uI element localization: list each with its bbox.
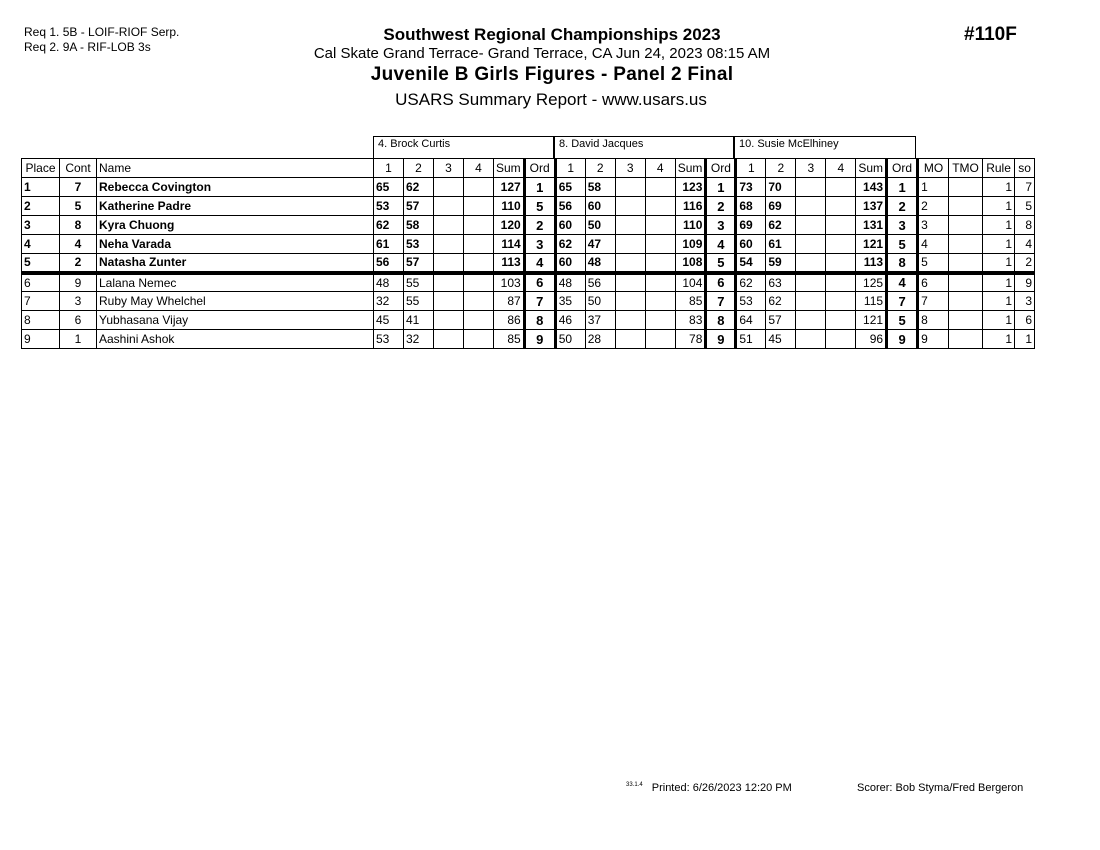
sum-cell: 131	[856, 216, 887, 235]
rule-cell: 1	[983, 254, 1015, 273]
score-cell	[645, 254, 675, 273]
score-cell	[826, 235, 856, 254]
judge-header-1: 4. Brock Curtis	[373, 136, 554, 158]
column-header-22: TMO	[949, 159, 983, 178]
score-cell: 65	[555, 178, 585, 197]
so-cell: 8	[1015, 216, 1035, 235]
ordinal-cell: 8	[706, 311, 736, 330]
score-cell: 50	[585, 216, 615, 235]
column-header-4: 2	[404, 159, 434, 178]
skater-name: Ruby May Whelchel	[97, 292, 374, 311]
score-cell: 56	[374, 254, 404, 273]
score-cell: 41	[404, 311, 434, 330]
ordinal-cell: 7	[887, 292, 918, 311]
so-cell: 1	[1015, 330, 1035, 349]
mo-cell: 3	[918, 216, 949, 235]
column-header-10: 2	[585, 159, 615, 178]
score-cell	[434, 330, 464, 349]
place-cell: 8	[22, 311, 60, 330]
print-info	[626, 782, 792, 794]
column-header-5: 3	[434, 159, 464, 178]
skater-name: Natasha Zunter	[97, 254, 374, 273]
cont-cell: 5	[60, 197, 97, 216]
so-cell: 4	[1015, 235, 1035, 254]
column-header-16: 2	[766, 159, 796, 178]
score-cell	[615, 235, 645, 254]
sum-cell: 116	[675, 197, 706, 216]
sum-cell: 121	[856, 235, 887, 254]
column-header-2: Name	[97, 159, 374, 178]
score-cell: 61	[374, 235, 404, 254]
ordinal-cell: 1	[706, 178, 736, 197]
score-cell: 69	[766, 197, 796, 216]
score-cell	[434, 292, 464, 311]
score-cell	[434, 273, 464, 292]
cont-cell: 3	[60, 292, 97, 311]
sum-cell: 103	[494, 273, 525, 292]
ordinal-cell: 8	[887, 254, 918, 273]
ordinal-cell: 5	[887, 311, 918, 330]
place-cell: 9	[22, 330, 60, 349]
score-cell: 53	[736, 292, 766, 311]
cont-cell: 4	[60, 235, 97, 254]
score-cell: 57	[766, 311, 796, 330]
sum-cell: 83	[675, 311, 706, 330]
score-cell: 58	[404, 216, 434, 235]
score-cell	[645, 216, 675, 235]
score-cell: 50	[585, 292, 615, 311]
score-cell: 61	[766, 235, 796, 254]
cont-cell: 8	[60, 216, 97, 235]
score-cell	[826, 311, 856, 330]
requirements	[24, 25, 179, 55]
tmo-cell	[949, 254, 983, 273]
score-cell	[826, 197, 856, 216]
score-cell	[434, 235, 464, 254]
score-cell	[434, 197, 464, 216]
place-cell: 5	[22, 254, 60, 273]
score-cell	[645, 330, 675, 349]
results-table	[21, 158, 1035, 349]
score-cell: 55	[404, 273, 434, 292]
score-cell	[464, 292, 494, 311]
rule-cell: 1	[983, 235, 1015, 254]
score-cell: 32	[404, 330, 434, 349]
ordinal-cell: 9	[706, 330, 736, 349]
ordinal-cell: 3	[524, 235, 555, 254]
ordinal-cell: 1	[887, 178, 918, 197]
ordinal-cell: 5	[524, 197, 555, 216]
column-header-21: MO	[918, 159, 949, 178]
cont-cell: 1	[60, 330, 97, 349]
column-header-14: Ord	[706, 159, 736, 178]
score-cell	[615, 178, 645, 197]
score-cell	[796, 273, 826, 292]
score-cell: 60	[585, 197, 615, 216]
score-cell: 32	[374, 292, 404, 311]
rule-cell: 1	[983, 178, 1015, 197]
sum-cell: 86	[494, 311, 525, 330]
mo-cell: 1	[918, 178, 949, 197]
score-cell: 69	[736, 216, 766, 235]
skater-name: Aashini Ashok	[97, 330, 374, 349]
ordinal-cell: 3	[887, 216, 918, 235]
place-cell: 1	[22, 178, 60, 197]
sum-cell: 110	[494, 197, 525, 216]
score-cell	[796, 178, 826, 197]
place-cell: 2	[22, 197, 60, 216]
score-cell	[645, 197, 675, 216]
mo-cell: 4	[918, 235, 949, 254]
ordinal-cell: 5	[706, 254, 736, 273]
tmo-cell	[949, 311, 983, 330]
sum-cell: 137	[856, 197, 887, 216]
score-cell	[434, 178, 464, 197]
score-cell: 57	[404, 197, 434, 216]
rule-cell: 1	[983, 292, 1015, 311]
score-cell: 54	[736, 254, 766, 273]
score-cell	[796, 311, 826, 330]
score-cell: 60	[555, 254, 585, 273]
score-cell: 48	[585, 254, 615, 273]
sum-cell: 123	[675, 178, 706, 197]
score-cell	[826, 254, 856, 273]
skater-name: Lalana Nemec	[97, 273, 374, 292]
column-header-19: Sum	[856, 159, 887, 178]
table-row	[22, 235, 1035, 254]
place-cell: 7	[22, 292, 60, 311]
requirement-1: Req 1. 5B - LOIF-RIOF Serp.	[24, 25, 180, 39]
score-cell	[796, 216, 826, 235]
score-cell	[464, 254, 494, 273]
ordinal-cell: 9	[524, 330, 555, 349]
mo-cell: 8	[918, 311, 949, 330]
ordinal-cell: 4	[524, 254, 555, 273]
score-cell	[615, 197, 645, 216]
score-cell	[615, 292, 645, 311]
column-header-15: 1	[736, 159, 766, 178]
cont-cell: 6	[60, 311, 97, 330]
score-cell: 35	[555, 292, 585, 311]
mo-cell: 2	[918, 197, 949, 216]
skater-name: Kyra Chuong	[97, 216, 374, 235]
event-number: #110F	[964, 24, 1017, 45]
table-row	[22, 178, 1035, 197]
score-cell	[464, 197, 494, 216]
score-cell: 56	[555, 197, 585, 216]
ordinal-cell: 6	[524, 273, 555, 292]
judge-header-3: 10. Susie McElhiney	[734, 136, 916, 158]
score-cell: 62	[374, 216, 404, 235]
table-row	[22, 273, 1035, 292]
cont-cell: 7	[60, 178, 97, 197]
ordinal-cell: 4	[706, 235, 736, 254]
score-cell	[464, 330, 494, 349]
score-cell	[645, 178, 675, 197]
score-cell: 60	[736, 235, 766, 254]
skater-name: Katherine Padre	[97, 197, 374, 216]
score-cell	[826, 292, 856, 311]
score-cell	[826, 273, 856, 292]
score-cell: 57	[404, 254, 434, 273]
score-cell	[796, 254, 826, 273]
score-cell	[796, 197, 826, 216]
score-cell	[615, 311, 645, 330]
sum-cell: 113	[494, 254, 525, 273]
requirement-2: Req 2. 9A - RIF-LOB 3s	[24, 40, 151, 54]
column-header-6: 4	[464, 159, 494, 178]
score-cell	[464, 235, 494, 254]
results-body	[22, 178, 1035, 349]
so-cell: 3	[1015, 292, 1035, 311]
score-cell: 62	[766, 292, 796, 311]
score-cell: 70	[766, 178, 796, 197]
rule-cell: 1	[983, 273, 1015, 292]
score-cell: 60	[555, 216, 585, 235]
judge-header-2: 8. David Jacques	[554, 136, 734, 158]
score-cell: 53	[374, 197, 404, 216]
tmo-cell	[949, 216, 983, 235]
place-cell: 3	[22, 216, 60, 235]
ordinal-cell: 1	[524, 178, 555, 197]
score-cell: 45	[766, 330, 796, 349]
score-cell	[464, 311, 494, 330]
cont-cell: 2	[60, 254, 97, 273]
table-row	[22, 330, 1035, 349]
score-cell	[464, 273, 494, 292]
column-header-0: Place	[22, 159, 60, 178]
column-header-11: 3	[615, 159, 645, 178]
report-code: 33.1.4	[626, 782, 643, 788]
column-header-7: Sum	[494, 159, 525, 178]
score-cell: 62	[736, 273, 766, 292]
score-cell	[796, 235, 826, 254]
sum-cell: 109	[675, 235, 706, 254]
ordinal-cell: 4	[887, 273, 918, 292]
score-cell	[464, 178, 494, 197]
score-cell: 62	[555, 235, 585, 254]
ordinal-cell: 3	[706, 216, 736, 235]
column-header-13: Sum	[675, 159, 706, 178]
mo-cell: 6	[918, 273, 949, 292]
header-row	[22, 159, 1035, 178]
score-cell	[796, 292, 826, 311]
score-cell: 59	[766, 254, 796, 273]
score-cell: 65	[374, 178, 404, 197]
sum-cell: 96	[856, 330, 887, 349]
tmo-cell	[949, 292, 983, 311]
sum-cell: 113	[856, 254, 887, 273]
ordinal-cell: 7	[706, 292, 736, 311]
score-cell: 28	[585, 330, 615, 349]
tmo-cell	[949, 235, 983, 254]
score-cell: 55	[404, 292, 434, 311]
ordinal-cell: 2	[524, 216, 555, 235]
column-header-24: so	[1015, 159, 1035, 178]
score-cell: 46	[555, 311, 585, 330]
score-cell	[615, 273, 645, 292]
scorer-info: Scorer: Bob Styma/Fred Bergeron	[857, 782, 1024, 794]
ordinal-cell: 2	[706, 197, 736, 216]
skater-name: Yubhasana Vijay	[97, 311, 374, 330]
sum-cell: 108	[675, 254, 706, 273]
ordinal-cell: 6	[706, 273, 736, 292]
so-cell: 7	[1015, 178, 1035, 197]
score-cell: 48	[555, 273, 585, 292]
sum-cell: 104	[675, 273, 706, 292]
score-cell	[645, 292, 675, 311]
column-header-12: 4	[645, 159, 675, 178]
sum-cell: 115	[856, 292, 887, 311]
tmo-cell	[949, 178, 983, 197]
score-cell	[434, 216, 464, 235]
score-cell: 53	[374, 330, 404, 349]
score-cell: 68	[736, 197, 766, 216]
column-header-1: Cont	[60, 159, 97, 178]
mo-cell: 5	[918, 254, 949, 273]
score-cell: 62	[404, 178, 434, 197]
table-row	[22, 311, 1035, 330]
score-cell: 64	[736, 311, 766, 330]
score-cell: 37	[585, 311, 615, 330]
ordinal-cell: 7	[524, 292, 555, 311]
sum-cell: 121	[856, 311, 887, 330]
tmo-cell	[949, 197, 983, 216]
score-cell: 51	[736, 330, 766, 349]
ordinal-cell: 8	[524, 311, 555, 330]
sum-cell: 114	[494, 235, 525, 254]
score-cell	[645, 273, 675, 292]
score-cell: 50	[555, 330, 585, 349]
score-cell	[615, 216, 645, 235]
rule-cell: 1	[983, 330, 1015, 349]
score-cell	[434, 311, 464, 330]
so-cell: 6	[1015, 311, 1035, 330]
column-header-3: 1	[374, 159, 404, 178]
score-cell: 73	[736, 178, 766, 197]
so-cell: 5	[1015, 197, 1035, 216]
score-cell	[434, 254, 464, 273]
sum-cell: 110	[675, 216, 706, 235]
table-row	[22, 216, 1035, 235]
rule-cell: 1	[983, 197, 1015, 216]
score-cell	[615, 254, 645, 273]
score-cell	[645, 235, 675, 254]
column-header-23: Rule	[983, 159, 1015, 178]
skater-name: Rebecca Covington	[97, 178, 374, 197]
so-cell: 9	[1015, 273, 1035, 292]
tmo-cell	[949, 273, 983, 292]
score-cell	[826, 216, 856, 235]
score-cell	[615, 330, 645, 349]
score-cell: 56	[585, 273, 615, 292]
score-cell: 47	[585, 235, 615, 254]
score-cell	[826, 178, 856, 197]
table-row	[22, 254, 1035, 273]
sum-cell: 143	[856, 178, 887, 197]
sum-cell: 78	[675, 330, 706, 349]
rule-cell: 1	[983, 311, 1015, 330]
skater-name: Neha Varada	[97, 235, 374, 254]
score-cell: 48	[374, 273, 404, 292]
score-cell: 58	[585, 178, 615, 197]
sum-cell: 125	[856, 273, 887, 292]
column-header-18: 4	[826, 159, 856, 178]
score-cell: 62	[766, 216, 796, 235]
ordinal-cell: 2	[887, 197, 918, 216]
mo-cell: 9	[918, 330, 949, 349]
score-cell	[645, 311, 675, 330]
score-cell: 45	[374, 311, 404, 330]
score-cell	[826, 330, 856, 349]
column-header-17: 3	[796, 159, 826, 178]
cont-cell: 9	[60, 273, 97, 292]
table-row	[22, 292, 1035, 311]
so-cell: 2	[1015, 254, 1035, 273]
sum-cell: 85	[494, 330, 525, 349]
printed-timestamp: Printed: 6/26/2023 12:20 PM	[651, 782, 792, 794]
table-row	[22, 197, 1035, 216]
sum-cell: 127	[494, 178, 525, 197]
rule-cell: 1	[983, 216, 1015, 235]
tmo-cell	[949, 330, 983, 349]
ordinal-cell: 5	[887, 235, 918, 254]
sum-cell: 120	[494, 216, 525, 235]
column-header-9: 1	[555, 159, 585, 178]
sum-cell: 85	[675, 292, 706, 311]
column-header-20: Ord	[887, 159, 918, 178]
score-cell: 63	[766, 273, 796, 292]
column-header-8: Ord	[524, 159, 555, 178]
ordinal-cell: 9	[887, 330, 918, 349]
score-cell	[464, 216, 494, 235]
mo-cell: 7	[918, 292, 949, 311]
place-cell: 4	[22, 235, 60, 254]
sum-cell: 87	[494, 292, 525, 311]
score-cell	[796, 330, 826, 349]
place-cell: 6	[22, 273, 60, 292]
score-cell: 53	[404, 235, 434, 254]
